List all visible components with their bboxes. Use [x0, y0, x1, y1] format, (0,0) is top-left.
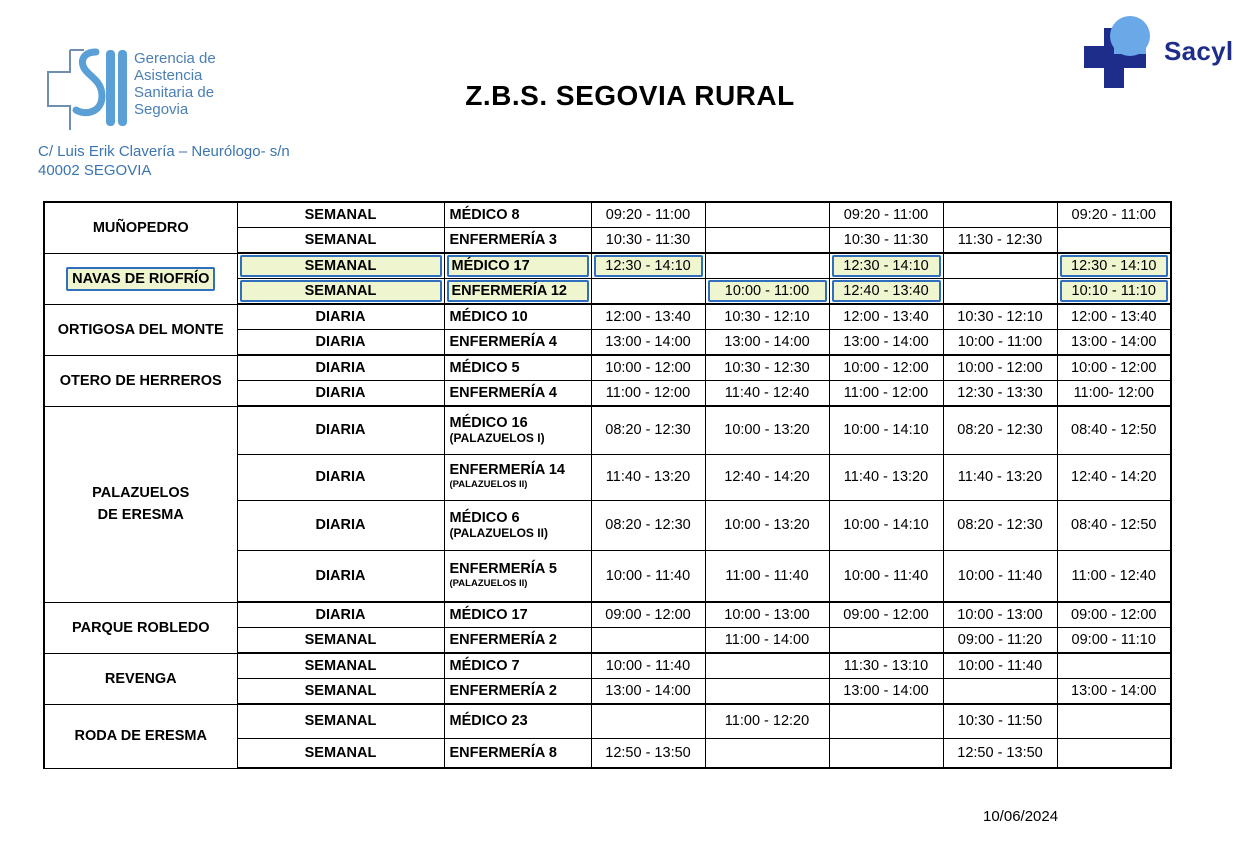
- frequency-cell: [237, 704, 444, 738]
- schedule-time: 10:00 - 13:00: [724, 607, 810, 623]
- schedule-time: 10:00 - 14:10: [843, 422, 929, 439]
- zone-name-cell: [44, 253, 237, 304]
- schedule-time: 10:00 - 11:00: [708, 280, 827, 302]
- sacyl-logo: [1080, 10, 1250, 90]
- frequency-cell: [237, 202, 444, 228]
- schedule-time: 10:00 - 14:10: [843, 517, 929, 533]
- schedule-cell: [829, 550, 943, 602]
- schedule-time: 10:30 - 12:30: [724, 360, 810, 376]
- frequency-cell: [237, 406, 444, 454]
- professional-cell: [444, 406, 591, 454]
- schedule-cell: [591, 279, 705, 305]
- schedule-time: 12:30 - 14:10: [594, 255, 703, 277]
- frequency: DIARIA: [315, 360, 366, 376]
- zone-name-cell: [44, 406, 237, 602]
- schedule-time: 09:00 - 12:00: [605, 607, 691, 623]
- schedule-cell: [591, 228, 705, 254]
- schedule-cell: [1057, 679, 1171, 705]
- professional: MÉDICO 16: [449, 415, 528, 432]
- schedule-cell: [705, 454, 829, 500]
- frequency: SEMANAL: [304, 632, 377, 648]
- schedule-cell: [705, 355, 829, 381]
- schedule-cell: [1057, 454, 1171, 500]
- schedule-cell: [591, 653, 705, 679]
- schedule-cell: [943, 381, 1057, 407]
- zone-name-cell: [44, 653, 237, 704]
- schedule-cell: [705, 279, 829, 305]
- schedule-time: 13:00 - 14:00: [843, 334, 929, 350]
- schedule-time: 10:00 - 11:40: [605, 567, 691, 584]
- schedule-cell: [1057, 253, 1171, 279]
- frequency-cell: [237, 355, 444, 381]
- professional-cell: [444, 304, 591, 330]
- schedule-cell: [943, 653, 1057, 679]
- zone-name: REVENGA: [104, 670, 177, 687]
- schedule-time: 12:40 - 13:40: [832, 280, 941, 302]
- schedule-cell: [829, 704, 943, 738]
- schedule-time: 11:00 - 11:40: [725, 567, 809, 584]
- frequency-cell: [237, 381, 444, 407]
- schedule-cell: [829, 355, 943, 381]
- professional-subtitle: (PALAZUELOS II): [449, 479, 528, 490]
- schedule-time: 08:20 - 12:30: [605, 517, 691, 533]
- professional-cell: [444, 454, 591, 500]
- schedule-time: 13:00 - 14:00: [605, 334, 691, 350]
- schedule-cell: [591, 454, 705, 500]
- frequency: SEMANAL: [304, 658, 377, 674]
- org-line: Segovia: [134, 101, 189, 118]
- frequency: DIARIA: [315, 422, 366, 439]
- schedule-cell: [829, 279, 943, 305]
- professional: ENFERMERÍA 2: [449, 632, 557, 648]
- frequency: SEMANAL: [240, 280, 442, 302]
- table-row: [44, 355, 1171, 381]
- org-line: Asistencia: [134, 67, 203, 84]
- schedule-cell: [829, 253, 943, 279]
- schedule-cell: [591, 704, 705, 738]
- frequency-cell: [237, 679, 444, 705]
- schedule-cell: [591, 628, 705, 654]
- schedule-time: 10:00 - 11:40: [957, 567, 1043, 584]
- zone-name: OTERO DE HERREROS: [59, 372, 222, 389]
- schedule-time: 10:00 - 12:00: [843, 360, 929, 376]
- schedule-cell: [829, 202, 943, 228]
- professional-cell: [444, 653, 591, 679]
- schedule-cell: [591, 304, 705, 330]
- schedule-cell: [943, 738, 1057, 768]
- schedule-cell: [705, 602, 829, 628]
- schedule-cell: [943, 228, 1057, 254]
- schedule-time: 09:00 - 12:00: [843, 607, 929, 623]
- zone-name: RODA DE ERESMA: [74, 728, 207, 744]
- frequency: DIARIA: [315, 607, 366, 623]
- schedule-cell: [829, 602, 943, 628]
- schedule-cell: [943, 679, 1057, 705]
- schedule-cell: [829, 454, 943, 500]
- schedule-cell: [1057, 602, 1171, 628]
- table-row: [44, 253, 1171, 279]
- zone-name: MUÑOPEDRO: [92, 219, 189, 236]
- schedule-time: 11:30 - 12:30: [957, 232, 1043, 248]
- schedule-cell: [1057, 738, 1171, 768]
- professional: MÉDICO 10: [449, 309, 528, 325]
- frequency: DIARIA: [315, 385, 366, 401]
- frequency: DIARIA: [315, 517, 366, 533]
- schedule-cell: [591, 406, 705, 454]
- professional: ENFERMERÍA 14: [449, 462, 565, 478]
- schedule-time: 08:20 - 12:30: [605, 422, 691, 439]
- schedule-cell: [705, 500, 829, 550]
- professional: ENFERMERÍA 4: [449, 385, 557, 401]
- schedule-cell: [829, 406, 943, 454]
- schedule-time: 08:40 - 12:50: [1071, 422, 1157, 439]
- professional: ENFERMERÍA 4: [449, 334, 557, 350]
- professional: MÉDICO 5: [449, 360, 520, 376]
- schedule-time: 11:00 - 12:00: [605, 385, 691, 401]
- schedule-cell: [705, 381, 829, 407]
- zone-name: PARQUE ROBLEDO: [72, 619, 210, 636]
- professional: MÉDICO 17: [449, 607, 528, 623]
- schedule-cell: [829, 330, 943, 356]
- schedule-time: 13:00 - 14:00: [605, 683, 691, 699]
- schedule-time: 10:00 - 11:40: [843, 567, 929, 584]
- schedule-cell: [943, 704, 1057, 738]
- schedule-cell: [829, 304, 943, 330]
- schedule-time: 10:30 - 11:30: [605, 232, 691, 248]
- schedule-cell: [1057, 279, 1171, 305]
- professional-cell: [444, 628, 591, 654]
- professional: ENFERMERÍA 12: [447, 280, 589, 302]
- schedule-time: 10:30 - 12:10: [724, 309, 810, 325]
- sacyl-cross-icon: [1080, 10, 1160, 90]
- schedule-cell: [591, 330, 705, 356]
- schedule-time: 11:00 - 12:00: [843, 385, 929, 401]
- schedule-cell: [829, 381, 943, 407]
- frequency-cell: [237, 550, 444, 602]
- schedule-cell: [705, 253, 829, 279]
- professional-cell: [444, 202, 591, 228]
- schedule-cell: [705, 406, 829, 454]
- schedule-time: 12:00 - 13:40: [1071, 309, 1157, 325]
- zone-name: PALAZUELOS DE ERESMA: [92, 485, 190, 523]
- schedule-time: 11:40 - 13:20: [843, 469, 929, 485]
- schedule-cell: [829, 500, 943, 550]
- schedule-cell: [591, 738, 705, 768]
- schedule-time: 10:30 - 11:30: [843, 232, 929, 248]
- schedule-time: 13:00 - 14:00: [1071, 683, 1157, 699]
- frequency-cell: [237, 304, 444, 330]
- professional: MÉDICO 6: [449, 510, 520, 526]
- schedule-cell: [705, 738, 829, 768]
- schedule-time: 09:00 - 11:20: [957, 632, 1043, 648]
- schedule-time: 12:00 - 13:40: [843, 309, 929, 325]
- schedule-cell: [943, 454, 1057, 500]
- schedule-cell: [705, 202, 829, 228]
- schedule-time: 10:00 - 11:00: [957, 334, 1043, 350]
- schedule-cell: [943, 202, 1057, 228]
- zone-name: NAVAS DE RIOFRÍO: [66, 267, 215, 291]
- schedule-cell: [1057, 228, 1171, 254]
- professional: ENFERMERÍA 5: [449, 560, 557, 577]
- schedule-cell: [1057, 330, 1171, 356]
- schedule-time: 11:00- 12:00: [1073, 385, 1154, 401]
- schedule-time: 10:00 - 11:40: [605, 658, 691, 674]
- schedule-time: 11:40 - 13:20: [957, 469, 1043, 485]
- schedule-cell: [1057, 628, 1171, 654]
- schedule-time: 11:00 - 14:00: [724, 632, 810, 648]
- professional: ENFERMERÍA 2: [449, 683, 557, 699]
- professional-cell: [444, 279, 591, 305]
- schedule-cell: [1057, 406, 1171, 454]
- schedule-cell: [1057, 500, 1171, 550]
- schedule-time: 12:30 - 13:30: [957, 385, 1043, 401]
- schedule-time: 08:20 - 12:30: [957, 517, 1043, 533]
- professional-cell: [444, 738, 591, 768]
- professional: ENFERMERÍA 3: [449, 232, 557, 248]
- professional: MÉDICO 7: [449, 658, 520, 674]
- zone-name-cell: [44, 355, 237, 406]
- schedule-time: 09:20 - 11:00: [843, 207, 929, 223]
- professional-cell: [444, 704, 591, 738]
- schedule-cell: [943, 304, 1057, 330]
- frequency: SEMANAL: [304, 744, 377, 761]
- professional-cell: [444, 330, 591, 356]
- schedule-time: 10:00 - 13:20: [724, 517, 810, 533]
- schedule-cell: [1057, 704, 1171, 738]
- frequency-cell: [237, 738, 444, 768]
- schedule-time: 08:40 - 12:50: [1071, 517, 1157, 533]
- schedule-time: 11:30 - 13:10: [843, 658, 929, 674]
- professional-cell: [444, 355, 591, 381]
- frequency-cell: [237, 330, 444, 356]
- professional-cell: [444, 381, 591, 407]
- schedule-table: [43, 201, 1172, 769]
- frequency: DIARIA: [315, 567, 366, 584]
- table-row: [44, 602, 1171, 628]
- schedule-cell: [591, 602, 705, 628]
- professional-subtitle: (PALAZUELOS II): [449, 526, 548, 540]
- schedule-time: 13:00 - 14:00: [1071, 334, 1157, 350]
- schedule-cell: [591, 679, 705, 705]
- zone-name-cell: [44, 602, 237, 653]
- schedule-cell: [829, 738, 943, 768]
- frequency: SEMANAL: [304, 207, 377, 223]
- schedule-cell: [829, 228, 943, 254]
- frequency: SEMANAL: [304, 713, 377, 730]
- professional-cell: [444, 550, 591, 602]
- schedule-time: 10:30 - 11:50: [957, 713, 1043, 730]
- schedule-time: 09:20 - 11:00: [605, 207, 691, 223]
- schedule-cell: [591, 381, 705, 407]
- schedule-time: 11:40 - 12:40: [724, 385, 810, 401]
- schedule-time: 10:00 - 11:40: [957, 658, 1043, 674]
- schedule-time: 09:20 - 11:00: [1071, 207, 1156, 223]
- frequency: DIARIA: [315, 309, 366, 325]
- schedule-cell: [943, 628, 1057, 654]
- frequency: SEMANAL: [304, 683, 377, 699]
- schedule-cell: [1057, 304, 1171, 330]
- schedule-time: 10:30 - 12:10: [957, 309, 1043, 325]
- address: [38, 142, 290, 180]
- schedule-time: 11:00 - 12:40: [1071, 567, 1156, 584]
- professional-subtitle: (PALAZUELOS I): [449, 431, 545, 446]
- schedule-time: 12:40 - 14:20: [1071, 469, 1157, 485]
- frequency-cell: [237, 628, 444, 654]
- schedule-cell: [705, 330, 829, 356]
- professional-cell: [444, 500, 591, 550]
- professional-cell: [444, 679, 591, 705]
- frequency-cell: [237, 454, 444, 500]
- schedule-cell: [705, 679, 829, 705]
- schedule-time: 09:00 - 11:10: [1071, 632, 1156, 648]
- zone-name-cell: [44, 704, 237, 768]
- schedule-cell: [943, 602, 1057, 628]
- professional: MÉDICO 23: [449, 713, 528, 730]
- schedule-cell: [705, 228, 829, 254]
- brand-name: Sacyl: [1164, 36, 1234, 66]
- frequency: DIARIA: [315, 334, 366, 350]
- frequency-cell: [237, 279, 444, 305]
- schedule-time: 10:00 - 13:00: [957, 607, 1043, 623]
- zone-name: ORTIGOSA DEL MONTE: [57, 321, 224, 338]
- professional-subtitle: (PALAZUELOS II): [449, 577, 528, 589]
- schedule-time: 10:00 - 12:00: [957, 360, 1043, 376]
- zone-name-cell: [44, 202, 237, 253]
- address-line: 40002 SEGOVIA: [38, 162, 152, 179]
- schedule-time: 12:40 - 14:20: [724, 469, 810, 485]
- schedule-time: 12:00 - 13:40: [605, 309, 691, 325]
- schedule-cell: [943, 406, 1057, 454]
- schedule-cell: [943, 279, 1057, 305]
- schedule-cell: [591, 355, 705, 381]
- schedule-time: 10:00 - 13:20: [724, 422, 810, 439]
- page-title: Z.B.S. SEGOVIA RURAL: [465, 80, 795, 111]
- document-date: 10/06/2024: [983, 808, 1059, 825]
- professional: MÉDICO 8: [449, 207, 520, 223]
- frequency: DIARIA: [315, 469, 366, 485]
- table-row: [44, 406, 1171, 454]
- schedule-cell: [1057, 355, 1171, 381]
- schedule-cell: [591, 253, 705, 279]
- professional: MÉDICO 17: [447, 255, 589, 277]
- schedule-cell: [943, 500, 1057, 550]
- schedule-cell: [705, 304, 829, 330]
- schedule-time: 13:00 - 14:00: [843, 683, 929, 699]
- schedule-time: 11:00 - 12:20: [724, 713, 810, 730]
- org-line: Sanitaria de: [134, 84, 215, 101]
- schedule-cell: [1057, 202, 1171, 228]
- frequency-cell: [237, 500, 444, 550]
- professional: ENFERMERÍA 8: [449, 744, 557, 761]
- schedule-time: 10:00 - 12:00: [605, 360, 691, 376]
- schedule-cell: [591, 550, 705, 602]
- professional-cell: [444, 602, 591, 628]
- schedule-cell: [1057, 550, 1171, 602]
- schedule-cell: [705, 704, 829, 738]
- table-row: [44, 704, 1171, 738]
- schedule-time: 12:30 - 14:10: [832, 255, 941, 277]
- schedule-cell: [829, 679, 943, 705]
- professional-cell: [444, 228, 591, 254]
- table-row: [44, 304, 1171, 330]
- schedule-cell: [829, 628, 943, 654]
- schedule-time: 11:40 - 13:20: [605, 469, 691, 485]
- schedule-time: 12:30 - 14:10: [1060, 255, 1169, 277]
- schedule-cell: [943, 330, 1057, 356]
- frequency-cell: [237, 602, 444, 628]
- schedule-time: 12:50 - 13:50: [605, 744, 691, 761]
- zone-name-cell: [44, 304, 237, 355]
- frequency: SEMANAL: [240, 255, 442, 277]
- schedule-cell: [591, 500, 705, 550]
- address-line: C/ Luis Erik Clavería – Neurólogo- s/n: [38, 143, 290, 160]
- schedule-time: 12:50 - 13:50: [957, 744, 1043, 761]
- frequency: SEMANAL: [304, 232, 377, 248]
- schedule-cell: [943, 550, 1057, 602]
- schedule-time: 10:00 - 12:00: [1071, 360, 1157, 376]
- schedule-cell: [943, 355, 1057, 381]
- schedule-cell: [591, 202, 705, 228]
- schedule-time: 08:20 - 12:30: [957, 422, 1043, 439]
- frequency-cell: [237, 653, 444, 679]
- table-row: [44, 202, 1171, 228]
- schedule-cell: [705, 653, 829, 679]
- schedule-cell: [829, 653, 943, 679]
- table-row: [44, 653, 1171, 679]
- schedule-cell: [1057, 653, 1171, 679]
- schedule-time: 13:00 - 14:00: [724, 334, 810, 350]
- schedule-cell: [943, 253, 1057, 279]
- schedule-cell: [705, 550, 829, 602]
- schedule-time: 10:10 - 11:10: [1060, 280, 1169, 302]
- frequency-cell: [237, 253, 444, 279]
- org-line: Gerencia de: [134, 50, 216, 67]
- frequency-cell: [237, 228, 444, 254]
- schedule-cell: [705, 628, 829, 654]
- schedule-cell: [1057, 381, 1171, 407]
- schedule-time: 09:00 - 12:00: [1071, 607, 1157, 623]
- professional-cell: [444, 253, 591, 279]
